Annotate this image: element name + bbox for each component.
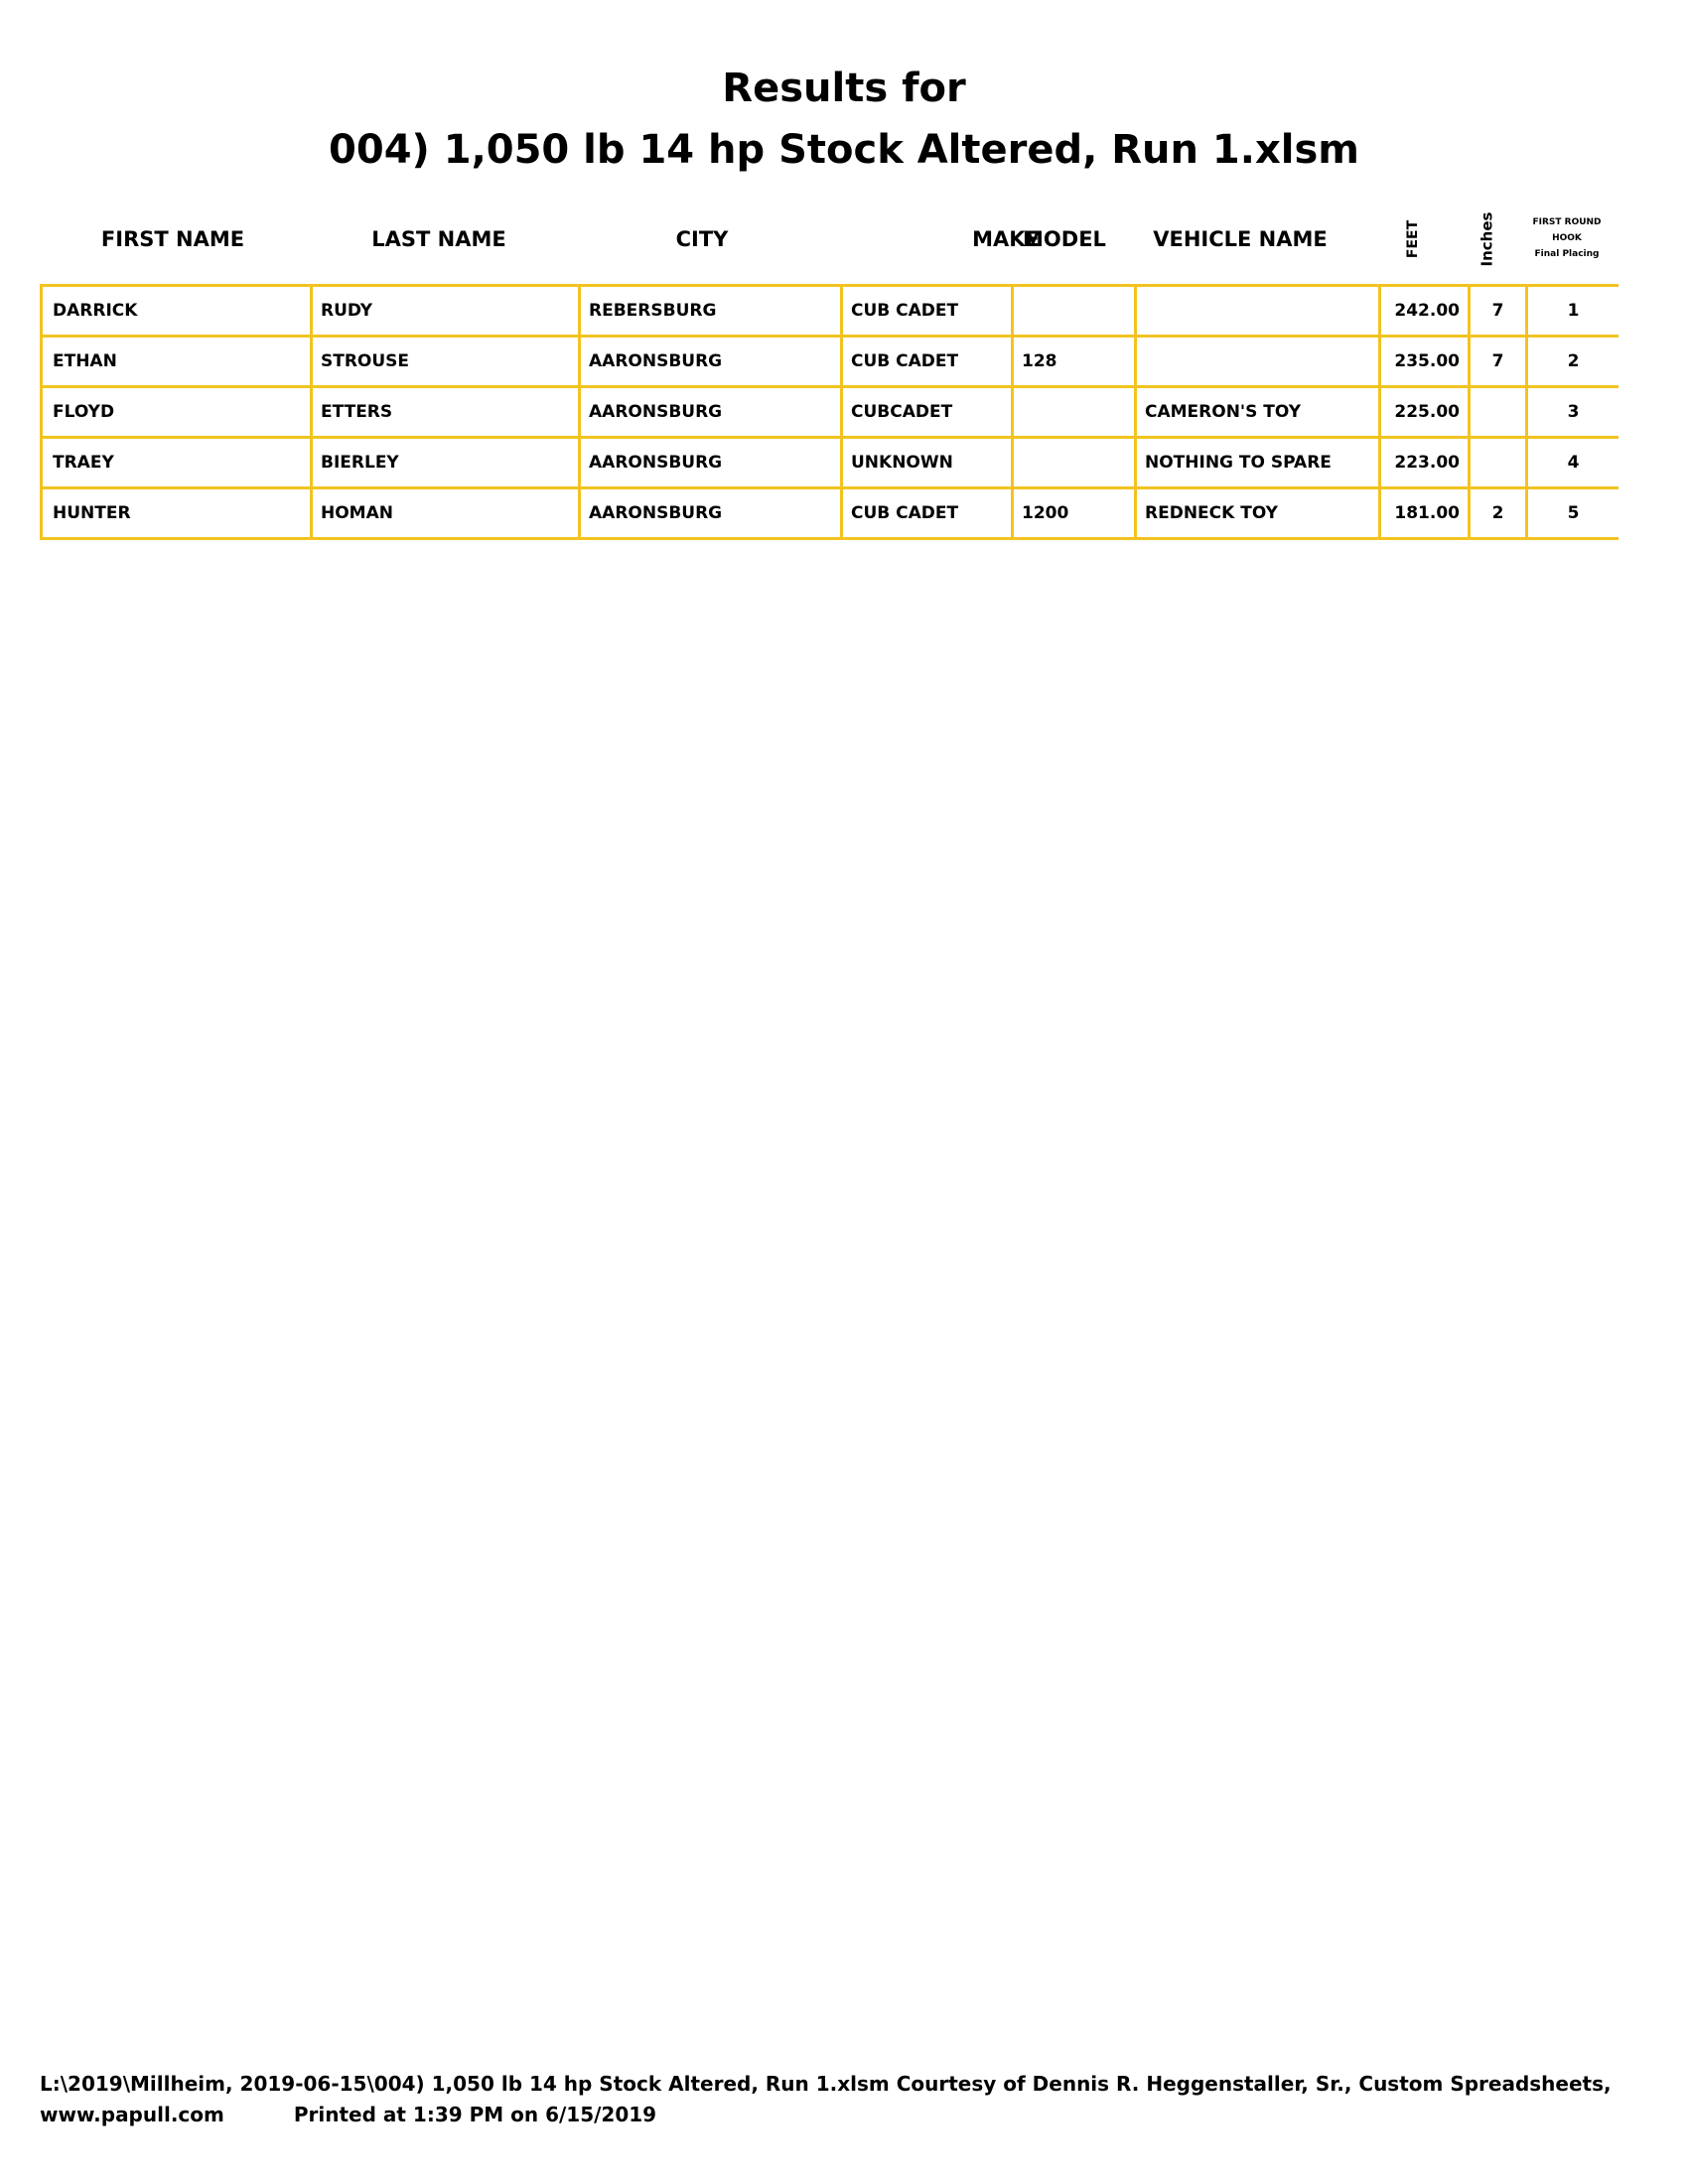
header-first-name: FIRST NAME <box>100 227 245 251</box>
cell-place: 3 <box>1525 388 1618 436</box>
cell-vehicle-name <box>1134 287 1378 335</box>
footer-website: www.papull.com <box>40 2103 224 2126</box>
cell-city: AARONSBURG <box>578 338 840 385</box>
results-table <box>40 284 1618 540</box>
cell-inches: 7 <box>1468 287 1525 335</box>
cell-first-name: TRAEY <box>40 439 310 486</box>
cell-feet: 242.00 <box>1378 287 1468 335</box>
cell-model: 1200 <box>1011 489 1134 537</box>
header-last-name: LAST NAME <box>371 227 506 251</box>
footer-line-2 <box>40 2100 1668 2130</box>
cell-vehicle-name: NOTHING TO SPARE <box>1134 439 1378 486</box>
cell-feet: 235.00 <box>1378 338 1468 385</box>
cell-vehicle-name: REDNECK TOY <box>1134 489 1378 537</box>
cell-feet: 181.00 <box>1378 489 1468 537</box>
header-model: MODEL <box>1023 227 1106 251</box>
header-vehicle-name: VEHICLE NAME <box>1153 227 1328 251</box>
cell-vehicle-name <box>1134 338 1378 385</box>
cell-model: 128 <box>1011 338 1134 385</box>
cell-last-name: HOMAN <box>310 489 578 537</box>
header-hook-line2: HOOK <box>1552 233 1582 243</box>
cell-place: 1 <box>1525 287 1618 335</box>
cell-inches <box>1468 388 1525 436</box>
table-row <box>40 439 1618 489</box>
table-row <box>40 388 1618 439</box>
cell-make: CUB CADET <box>840 287 1011 335</box>
header-city: CITY <box>675 227 729 251</box>
cell-place: 4 <box>1525 439 1618 486</box>
header-hook-line3: Final Placing <box>1534 249 1600 259</box>
cell-vehicle-name: CAMERON'S TOY <box>1134 388 1378 436</box>
cell-city: AARONSBURG <box>578 439 840 486</box>
cell-place: 5 <box>1525 489 1618 537</box>
title-line-1: Results for <box>722 66 966 111</box>
table-row <box>40 489 1618 540</box>
cell-model <box>1011 439 1134 486</box>
cell-feet: 225.00 <box>1378 388 1468 436</box>
cell-make: CUB CADET <box>840 489 1011 537</box>
header-feet: FEET <box>1405 219 1421 259</box>
cell-city: AARONSBURG <box>578 489 840 537</box>
page-footer <box>40 2069 1668 2130</box>
cell-make: CUB CADET <box>840 338 1011 385</box>
header-hook-line1: FIRST ROUND <box>1532 217 1602 227</box>
cell-model <box>1011 287 1134 335</box>
cell-place: 2 <box>1525 338 1618 385</box>
cell-first-name: FLOYD <box>40 388 310 436</box>
title-line-2: 004) 1,050 lb 14 hp Stock Altered, Run 1.xlsm <box>329 127 1359 173</box>
table-row <box>40 287 1618 338</box>
cell-last-name: ETTERS <box>310 388 578 436</box>
cell-make: CUBCADET <box>840 388 1011 436</box>
cell-inches: 7 <box>1468 338 1525 385</box>
cell-inches: 2 <box>1468 489 1525 537</box>
cell-city: REBERSBURG <box>578 287 840 335</box>
cell-feet: 223.00 <box>1378 439 1468 486</box>
table-row <box>40 338 1618 388</box>
cell-inches <box>1468 439 1525 486</box>
table-header <box>40 199 1618 280</box>
cell-make: UNKNOWN <box>840 439 1011 486</box>
cell-first-name: ETHAN <box>40 338 310 385</box>
cell-city: AARONSBURG <box>578 388 840 436</box>
cell-last-name: STROUSE <box>310 338 578 385</box>
footer-file-path: L:\2019\Millheim, 2019-06-15\004) 1,050 lb 14 hp Stock Altered, Run 1.xlsm Courtesy of Dennis R. Heggenstaller, Sr., Custom Spreadsheets, <box>40 2072 1612 2096</box>
footer-printed-timestamp: Printed at 1:39 PM on 6/15/2019 <box>293 2103 657 2126</box>
header-inches: Inches <box>1477 211 1495 267</box>
header-hook <box>1515 214 1618 274</box>
header-make: MAKE <box>972 227 1040 251</box>
cell-model <box>1011 388 1134 436</box>
cell-last-name: RUDY <box>310 287 578 335</box>
cell-first-name: HUNTER <box>40 489 310 537</box>
cell-last-name: BIERLEY <box>310 439 578 486</box>
cell-first-name: DARRICK <box>40 287 310 335</box>
